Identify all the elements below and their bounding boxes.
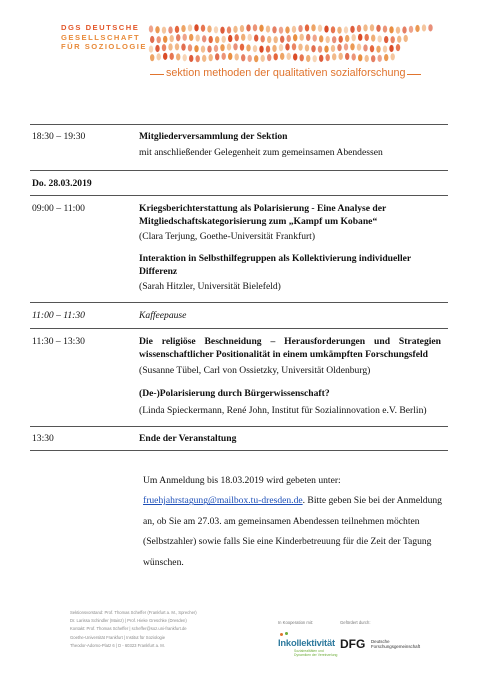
logo-dot — [396, 44, 400, 51]
logo-dot — [357, 44, 361, 51]
end-label: Ende der Veranstaltung — [139, 433, 237, 444]
logo-dot — [202, 55, 206, 62]
logo-dot — [150, 36, 154, 43]
logo-dot — [357, 25, 361, 32]
registration-email-link[interactable]: fruehjahrstagung@mailbox.tu-dresden.de — [143, 495, 303, 507]
logo-dot — [176, 34, 180, 41]
logo-dot — [194, 45, 198, 52]
logo-dot — [240, 25, 244, 32]
logo-dot — [215, 53, 219, 60]
logo-dot — [175, 26, 179, 33]
logo-dot — [227, 26, 231, 33]
logo-dot — [175, 43, 179, 50]
logo-dot — [332, 36, 336, 43]
registration-intro: Um Anmeldung bis 18.03.2019 wird gebeten unter: — [143, 475, 341, 486]
logo-dot — [272, 45, 276, 52]
logo-dot — [384, 54, 388, 61]
logo-dot — [365, 34, 369, 41]
block1-time: 09:00 – 11:00 — [32, 203, 85, 214]
logo-line-3: FÜR SOZIOLOGIE — [61, 42, 147, 52]
members-meeting-subtitle: mit anschließender Gelegenheit zum gemeinsamen Abendessen — [139, 147, 383, 158]
logo-dot — [241, 34, 245, 41]
logo-dot — [254, 55, 258, 62]
dgs-dot-pattern-logo — [147, 23, 439, 65]
separator-line — [30, 302, 448, 303]
logo-dot — [228, 35, 232, 42]
footer-line: Theodor-Adorno-Platz 6 | D - 60323 Frankfurt a. M. — [70, 642, 165, 648]
logo-dot — [404, 35, 408, 42]
registration-text: . Bitte geben Sie bei der Anmeldung an, ob Sie am 27.03. am gemeinsamen Abendessen teilnehmen möchten (Selbstzahler) sowie falls Sie eine Kinderbetreuung für die Zeit der Tagung wünschen. — [143, 495, 442, 568]
logo-dot — [331, 45, 335, 52]
logo-dot — [155, 45, 159, 52]
logo-dot — [326, 36, 330, 43]
section-underline-left — [150, 74, 164, 75]
logo-dot — [280, 36, 284, 43]
logo-dot — [248, 55, 252, 62]
section-underline-right — [407, 74, 421, 75]
logo-dot — [287, 53, 291, 60]
logo-dot — [339, 53, 343, 60]
logo-dot — [397, 36, 401, 43]
logo-dot — [168, 43, 172, 50]
day-heading: Do. 28.03.2019 — [32, 178, 92, 189]
footer-line: Goethe-Universität Frankfurt | Institut für Soziologie — [70, 634, 166, 640]
logo-dot — [391, 53, 395, 60]
registration-body — [143, 491, 443, 573]
logo-dot — [332, 53, 336, 60]
logo-dot — [371, 55, 375, 62]
logo-dot — [428, 24, 432, 31]
logo-dot — [235, 53, 239, 60]
logo-dot — [287, 35, 291, 42]
logo-dot — [319, 55, 323, 62]
logo-dot — [170, 53, 174, 60]
logo-dot — [378, 55, 382, 62]
logo-dot — [358, 34, 362, 41]
logo-dot — [306, 34, 310, 41]
logo-dot — [311, 24, 315, 31]
logo-dot — [214, 26, 218, 33]
logo-dot — [261, 35, 265, 42]
logo-dot — [384, 36, 388, 43]
separator-line — [30, 450, 448, 451]
logo-dot — [313, 34, 317, 41]
logo-dot — [176, 53, 180, 60]
dgs-logo-text — [61, 23, 147, 52]
inkollektivitaet-logo — [278, 633, 340, 663]
inkollektivitaet-sub: Sozialrealitäten und Dynamiken der Vereinzelung — [294, 649, 338, 658]
members-time: 18:30 – 19:30 — [32, 131, 86, 142]
logo-dot — [261, 55, 265, 62]
logo-dot — [168, 26, 172, 33]
logo-dot — [220, 27, 224, 34]
logo-dot — [376, 46, 380, 53]
logo-dot — [311, 45, 315, 52]
logo-dot — [378, 35, 382, 42]
logo-dot — [300, 34, 304, 41]
logo-dot — [163, 53, 167, 60]
logo-dot — [162, 44, 166, 51]
logo-dot — [363, 44, 367, 51]
logo-dot — [209, 36, 213, 43]
separator-line — [30, 426, 448, 427]
logo-dot — [389, 45, 393, 52]
dfg-subtitle — [371, 639, 420, 650]
logo-dot — [365, 55, 369, 62]
end-time: 13:30 — [32, 433, 54, 444]
logo-dot — [415, 25, 419, 32]
logo-dot — [350, 26, 354, 33]
logo-dot — [259, 46, 263, 53]
logo-dot — [344, 26, 348, 33]
funded-label: Gefördert durch: — [340, 620, 371, 625]
logo-dot — [298, 25, 302, 32]
logo-dot — [293, 53, 297, 60]
logo-dot — [274, 36, 278, 43]
logo-dot — [337, 44, 341, 51]
logo-dot — [350, 43, 354, 50]
talk3-title: Die religiöse Beschneidung – Herausforderungen und Strategien wissenschaftlicher Positionalität in einem umkämpften Forschungsfeld — [139, 336, 441, 360]
logo-dot — [253, 24, 257, 31]
logo-dot — [306, 55, 310, 62]
logo-dot — [222, 53, 226, 60]
logo-dot — [220, 44, 224, 51]
break-time: 11:00 – 11:30 — [32, 310, 85, 321]
separator-line — [30, 328, 448, 329]
logo-dot — [292, 26, 296, 33]
logo-dot — [222, 36, 226, 43]
logo-dot — [201, 46, 205, 53]
logo-dot — [383, 25, 387, 32]
logo-dot — [240, 44, 244, 51]
talk1-authors: (Clara Terjung, Goethe-Universität Frankfurt) — [139, 231, 316, 242]
logo-dot — [170, 35, 174, 42]
logo-dot — [339, 36, 343, 43]
logo-dot — [188, 24, 192, 31]
logo-dot — [248, 34, 252, 41]
dfg-logo: DFG — [340, 637, 366, 651]
footer-contact — [70, 609, 197, 650]
members-meeting-title: Mitgliederversammlung der Sektion — [139, 131, 288, 142]
inkollektivitaet-name: Inkollektivität — [278, 637, 335, 648]
logo-dot — [266, 25, 270, 32]
logo-dot — [300, 54, 304, 61]
logo-dot — [280, 53, 284, 60]
logo-dot — [402, 26, 406, 33]
separator-line — [30, 170, 448, 171]
logo-dot — [215, 36, 219, 43]
logo-dot — [337, 27, 341, 34]
logo-dot — [157, 36, 161, 43]
logo-dot — [181, 25, 185, 32]
logo-dot — [246, 44, 250, 51]
registration-note — [143, 471, 443, 573]
logo-dot — [391, 36, 395, 43]
logo-dot — [285, 632, 288, 635]
logo-dot — [318, 25, 322, 32]
logo-dot — [227, 43, 231, 50]
logo-dot — [196, 55, 200, 62]
logo-dot — [396, 27, 400, 34]
logo-dot — [254, 34, 258, 41]
logo-dot — [266, 45, 270, 52]
logo-dot — [292, 43, 296, 50]
logo-dot — [228, 53, 232, 60]
logo-dot — [246, 24, 250, 31]
logo-dot — [422, 24, 426, 31]
logo-dot — [194, 24, 198, 31]
logo-dot — [318, 46, 322, 53]
logo-dot — [202, 35, 206, 42]
logo-dot — [233, 43, 237, 50]
logo-dot — [279, 27, 283, 34]
logo-dot — [189, 34, 193, 41]
logo-line-2: GESELLSCHAFT — [61, 32, 141, 42]
logo-dot — [150, 54, 154, 61]
logo-dot — [383, 45, 387, 52]
logo-dot — [389, 26, 393, 33]
logo-dot — [358, 54, 362, 61]
logo-dot — [363, 24, 367, 31]
logo-dot — [352, 53, 356, 60]
dfg-sub-line-1: Deutsche — [371, 639, 390, 644]
logo-dot — [183, 54, 187, 61]
separator-line — [30, 195, 448, 196]
footer-line: Dr. Larissa Schindler (Mainz) | Prof. Hieke Greschke (Dresden) — [70, 618, 187, 624]
logo-dot — [326, 54, 330, 61]
logo-dot — [370, 45, 374, 52]
logo-dot — [371, 35, 375, 42]
logo-dot — [298, 44, 302, 51]
logo-dot — [183, 34, 187, 41]
logo-dot — [214, 45, 218, 52]
logo-dot — [267, 36, 271, 43]
logo-dot — [189, 55, 193, 62]
logo-dot — [196, 34, 200, 41]
footer-line: Kontakt: Prof. Thomas Scheffer | scheffer@soz.uni-frankfurt.de — [70, 626, 187, 632]
talk4-authors: (Linda Spieckermann, René John, Institut für Sozialinnovation e.V. Berlin) — [139, 405, 427, 416]
logo-dot — [370, 24, 374, 31]
logo-dot — [157, 53, 161, 60]
logo-dot — [293, 34, 297, 41]
block2-time: 11:30 – 13:30 — [32, 336, 85, 347]
logo-dot — [259, 25, 263, 32]
talk1-title: Kriegsberichterstattung als Polarisierung - Eine Analyse der Mitgliedschaftskategorisierung zum „Kampf um Kobane“ — [139, 203, 387, 227]
logo-dot — [235, 34, 239, 41]
section-name-text: sektion methoden der qualitativen sozialforschung — [166, 67, 406, 79]
logo-dot — [163, 36, 167, 43]
logo-dot — [319, 35, 323, 42]
logo-dot — [285, 26, 289, 33]
break-label: Kaffeepause — [139, 310, 187, 321]
logo-dot — [279, 44, 283, 51]
logo-dot — [233, 26, 237, 33]
logo-dot — [280, 633, 283, 636]
logo-dot — [274, 53, 278, 60]
logo-dot — [345, 53, 349, 60]
logo-dot — [201, 25, 205, 32]
section-name — [148, 67, 440, 79]
logo-dot — [207, 25, 211, 32]
footer-line: Sektionsvorstand: Prof. Thomas Scheffer (Frankfurt a. M., Sprecher) — [70, 610, 197, 615]
logo-dot — [209, 54, 213, 61]
logo-dot — [149, 45, 153, 52]
cooperation-label: In Kooperation mit: — [278, 620, 314, 625]
logo-dot — [241, 54, 245, 61]
logo-dot — [285, 43, 289, 50]
logo-dot — [149, 25, 153, 32]
talk4-title: (De-)Polarisierung durch Bürgerwissenschaft? — [139, 388, 330, 399]
logo-dot — [272, 26, 276, 33]
talk2-authors: (Sarah Hitzler, Universität Bielefeld) — [139, 281, 281, 292]
logo-dot — [324, 25, 328, 32]
logo-dot — [305, 44, 309, 51]
logo-dot — [207, 45, 211, 52]
logo-dot — [324, 45, 328, 52]
logo-line-1: DGS DEUTSCHE — [61, 23, 140, 32]
logo-dot — [345, 35, 349, 42]
dfg-sub-line-2: Forschungsgemeinschaft — [371, 644, 421, 650]
talk2-title: Interaktion in Selbsthilfegruppen als Kollektivierung individueller Differenz — [139, 253, 411, 277]
logo-dot — [376, 25, 380, 32]
talk3-authors: (Susanne Tübel, Carl von Ossietzky, Universität Oldenburg) — [139, 365, 371, 376]
logo-dot — [331, 26, 335, 33]
logo-dot — [267, 54, 271, 61]
logo-dot — [409, 26, 413, 33]
logo-dot — [155, 26, 159, 33]
logo-dot — [352, 34, 356, 41]
logo-dot — [253, 45, 257, 52]
logo-dot — [313, 55, 317, 62]
logo-dot — [188, 44, 192, 51]
logo-dot — [344, 43, 348, 50]
logo-dot — [162, 27, 166, 34]
logo-dot — [181, 44, 185, 51]
logo-dot — [305, 24, 309, 31]
separator-line — [30, 124, 448, 125]
